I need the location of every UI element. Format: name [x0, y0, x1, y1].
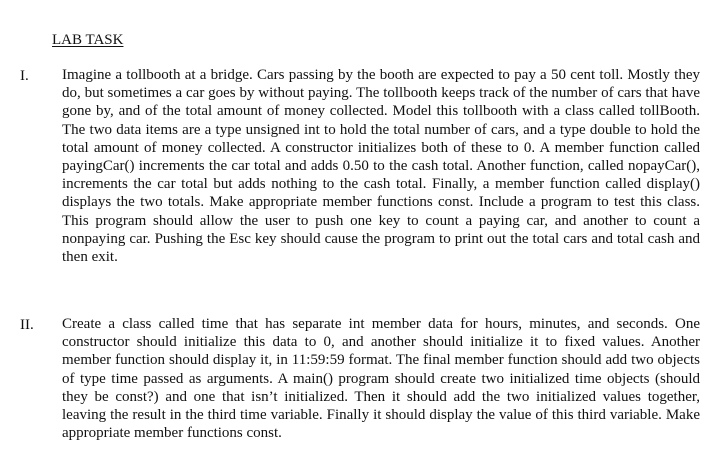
task-description: Create a class called time that has separate int member data for hours, minutes, and seconds. One constructor should initialize this data to 0, and another should initialize it to fixed values. Another member function should display it, in 11:59:59 format. The final member function should add two objects of type time passed as arguments. A main() program should create two initialized time objects (should they be const?) and one that isn’t initialized. Then it should add the two initialized values together, leaving the result in the third time variable. Finally it should display the value of this third variable. Make appropriate member functions const. — [62, 316, 700, 442]
task-numeral: II. — [20, 317, 34, 333]
task-description: Imagine a tollbooth at a bridge. Cars passing by the booth are expected to pay a 50 cent toll. Mostly they do, but sometimes a car goes by without paying. The tollbooth keeps track of the number of cars that have gone by, and of the total amount of money collected. Model this tollbooth with a class called tollBooth. The two data items are a type unsigned int to hold the total number of cars, and a type double to hold the total amount of money collected. A constructor initializes both of these to 0. A member function called payingCar() increments the car total and adds 0.50 to the cash total. Another function, called nopayCar(), increments the car total but adds nothing to the cash total. Finally, a member function called display() displays the two totals. Make appropriate member functions const. Include a program to test this class. This program should allow the user to push one key to count a paying car, and another to count a nonpaying car. Pushing the Esc key should cause the program to print out the total cars and total cash and then exit. — [62, 67, 700, 266]
task-numeral: I. — [20, 68, 29, 84]
page-heading: LAB TASK — [52, 32, 124, 48]
